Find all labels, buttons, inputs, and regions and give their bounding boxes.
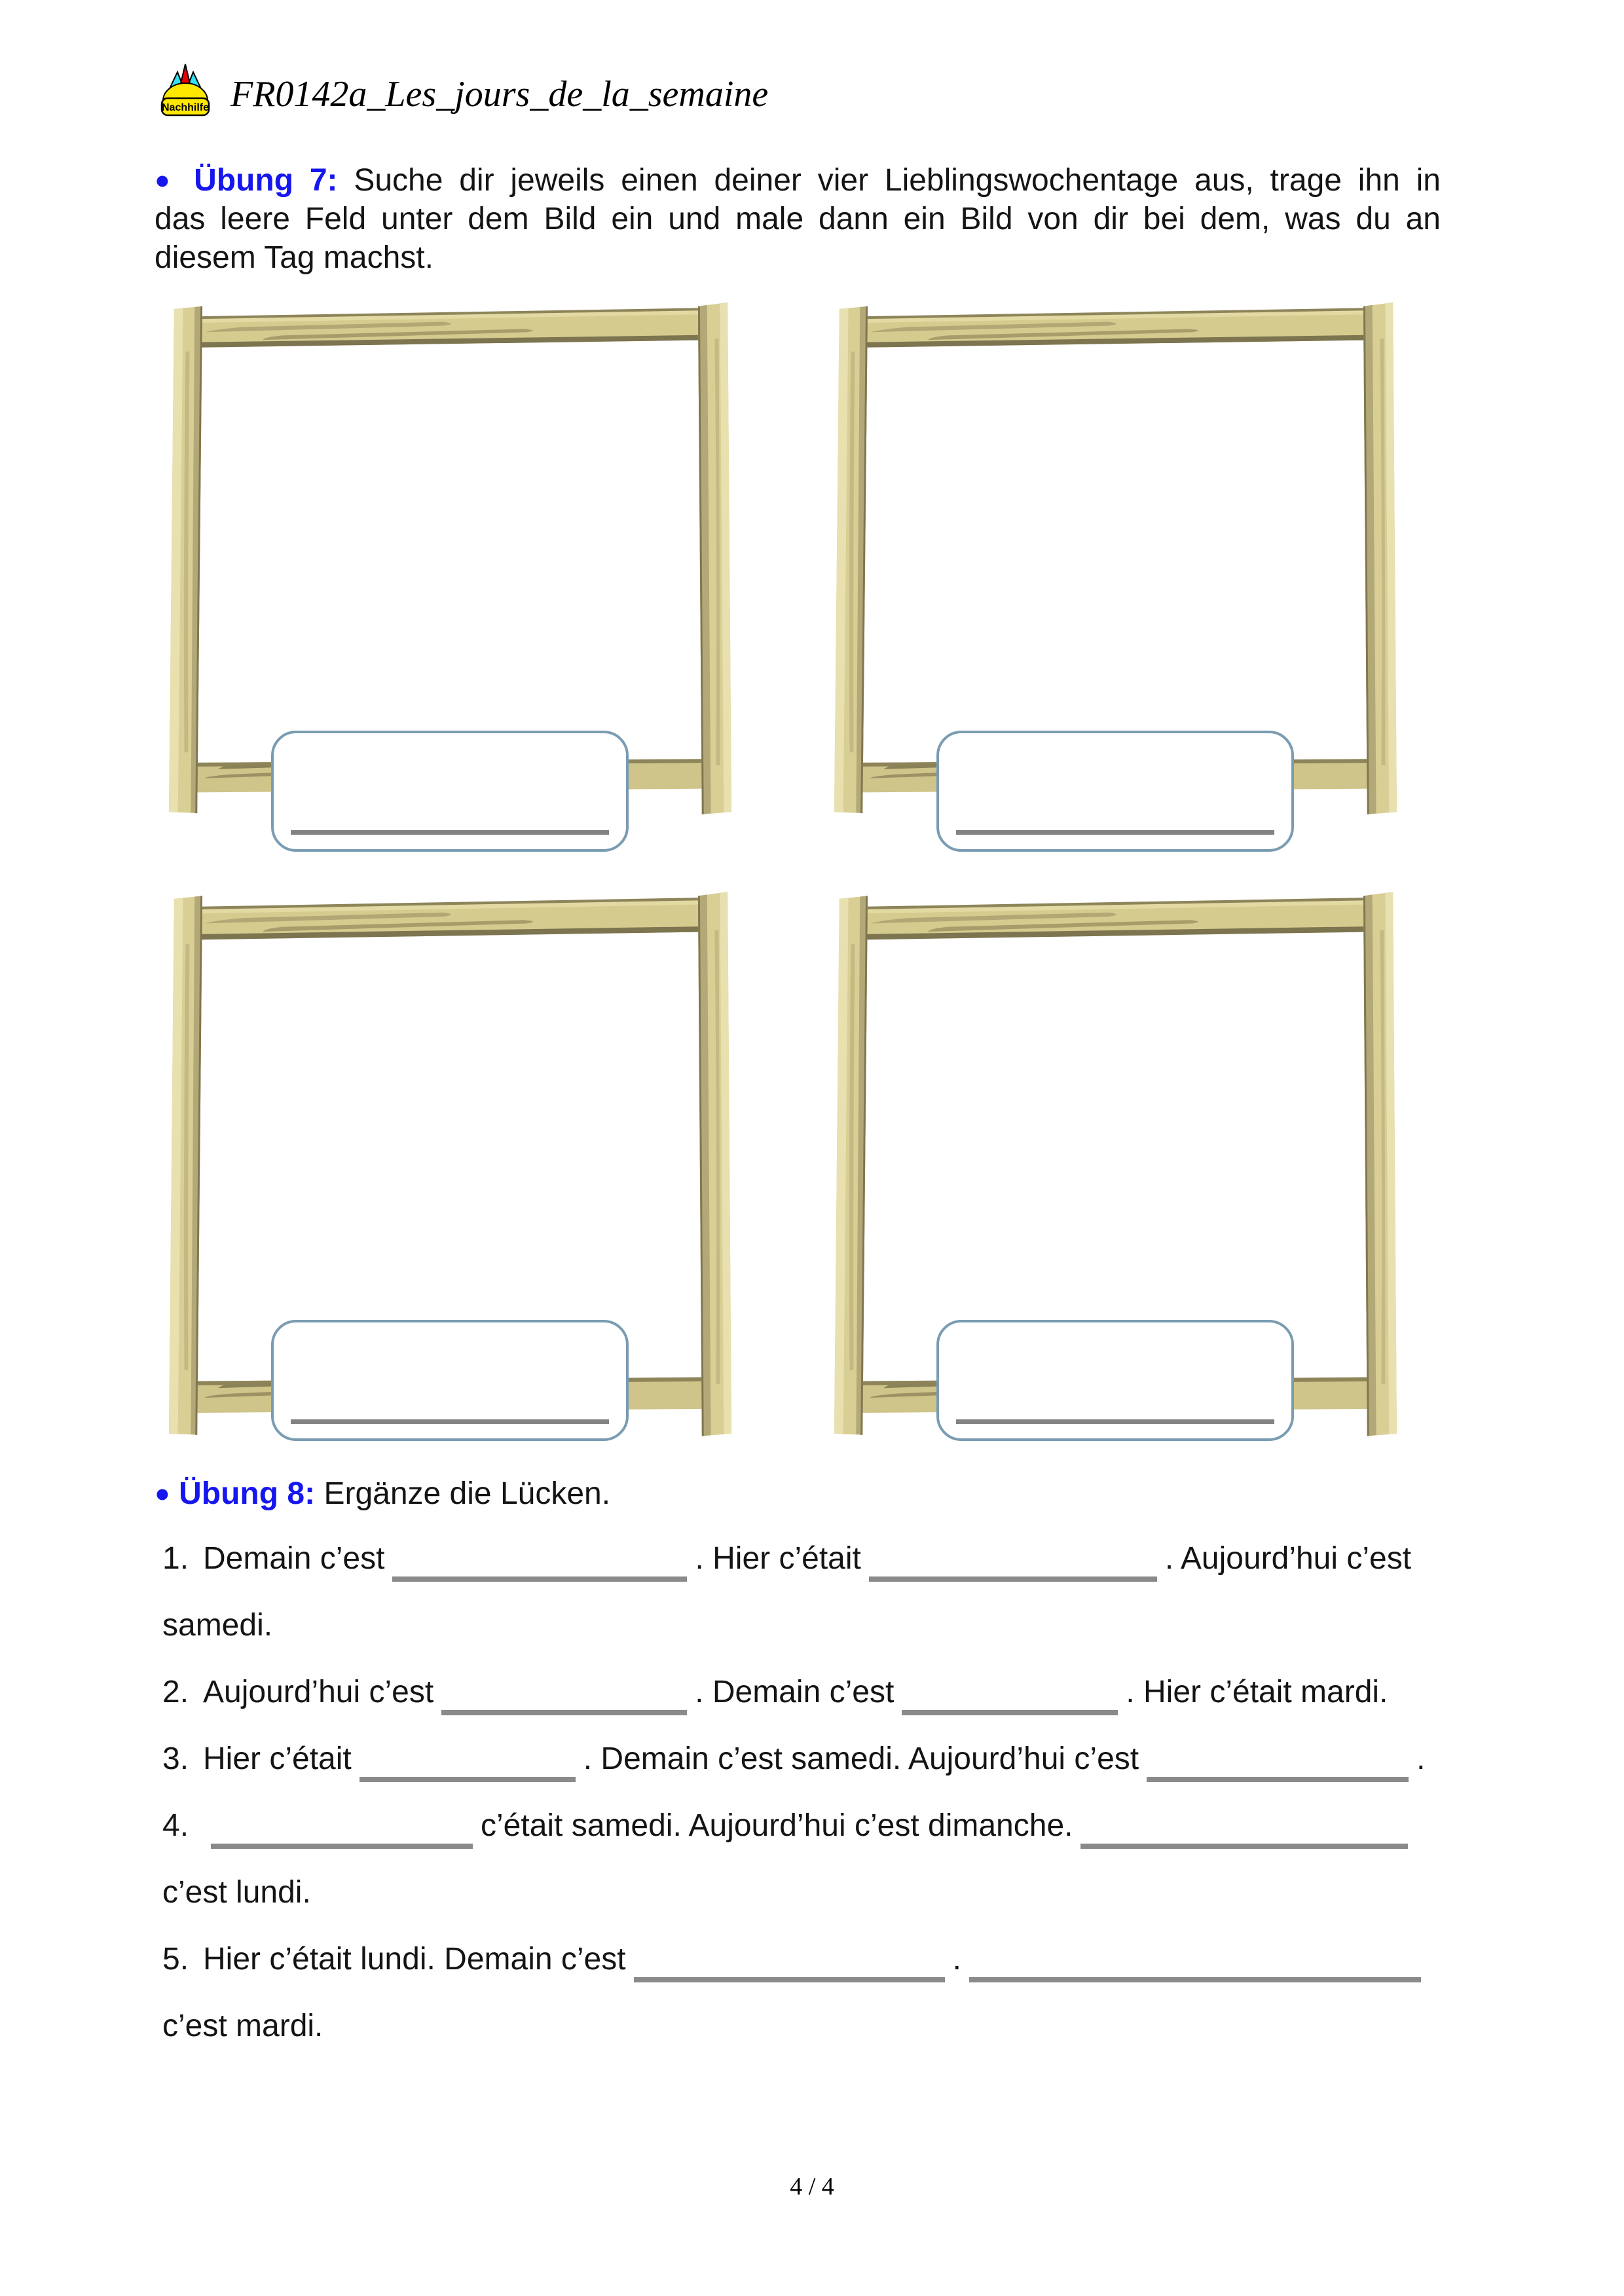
day-name-box	[271, 731, 629, 852]
picture-frame	[832, 300, 1398, 817]
day-write-line	[291, 1419, 609, 1424]
item-continuation: c’est mardi.	[162, 2009, 323, 2043]
item-number: 3.	[162, 1741, 189, 1776]
picture-frame	[832, 889, 1398, 1439]
exercise7-instruction	[155, 161, 1441, 277]
fill-in-blank	[441, 1704, 687, 1715]
exercise8-items	[162, 1525, 1456, 2060]
exercise8-item-2: 2. Aujourd’hui c’est . Demain c’est . Hier c’était mardi.	[162, 1659, 1456, 1726]
page-number: 4 / 4	[790, 2173, 834, 2200]
item-number: 5.	[162, 1942, 189, 1977]
fill-in-blank	[360, 1770, 576, 1782]
exercise8-label: Übung 8:	[179, 1476, 316, 1511]
day-write-line	[291, 830, 609, 835]
day-name-box	[936, 731, 1294, 852]
exercise8-item-1: 1. Demain c’est . Hier c’était . Aujourd’hui c’est samedi.	[162, 1525, 1456, 1659]
item-number: 2.	[162, 1675, 189, 1709]
fill-in-blank	[211, 1837, 473, 1849]
bullet-icon: ●	[155, 166, 178, 194]
picture-frame	[166, 889, 733, 1439]
fill-in-blank	[869, 1570, 1157, 1582]
day-name-box	[936, 1320, 1294, 1441]
exercise7-text-line2: das leere Feld unter dem Bild ein und male dann ein Bild von dir bei dem, was du an	[155, 202, 1441, 236]
fill-in-blank	[392, 1570, 687, 1582]
exercise8-item-5: 5. Hier c’était lundi. Demain c’est . c’est mardi.	[162, 1926, 1456, 2060]
bullet-icon: ●	[155, 1479, 170, 1508]
fill-in-blank	[969, 1971, 1421, 1982]
exercise8-item-3: 3. Hier c’était . Demain c’est samedi. Aujourd’hui c’est .	[162, 1726, 1456, 1793]
exercise7-label: Übung 7:	[194, 163, 338, 198]
day-name-box	[271, 1320, 629, 1441]
fill-in-blank	[1147, 1770, 1409, 1782]
exercise7-text-line1: Suche dir jeweils einen deiner vier Lieblingswochentage aus, trage ihn in	[354, 163, 1441, 198]
fill-in-blank	[902, 1704, 1118, 1715]
picture-frame	[166, 300, 733, 817]
nachhilfe-logo-icon	[160, 63, 211, 118]
fill-in-blank	[634, 1971, 945, 1982]
fill-in-blank	[1080, 1837, 1408, 1849]
item-number: 4.	[162, 1808, 189, 1843]
day-write-line	[956, 1419, 1274, 1424]
day-write-line	[956, 830, 1274, 835]
logo-text: Nachhilfe	[161, 102, 210, 113]
item-number: 1.	[162, 1541, 189, 1576]
item-continuation: samedi.	[162, 1608, 273, 1643]
exercise7-text-line3: diesem Tag machst.	[155, 240, 434, 275]
document-title: FR0142a_Les_jours_de_la_semaine	[231, 74, 769, 115]
exercise8-item-4: 4. c’était samedi. Aujourd’hui c’est dimanche. c’est lundi.	[162, 1793, 1456, 1926]
item-continuation: c’est lundi.	[162, 1875, 311, 1910]
exercise8-heading	[155, 1474, 1441, 1513]
exercise8-instruction: Ergänze die Lücken.	[323, 1476, 611, 1511]
